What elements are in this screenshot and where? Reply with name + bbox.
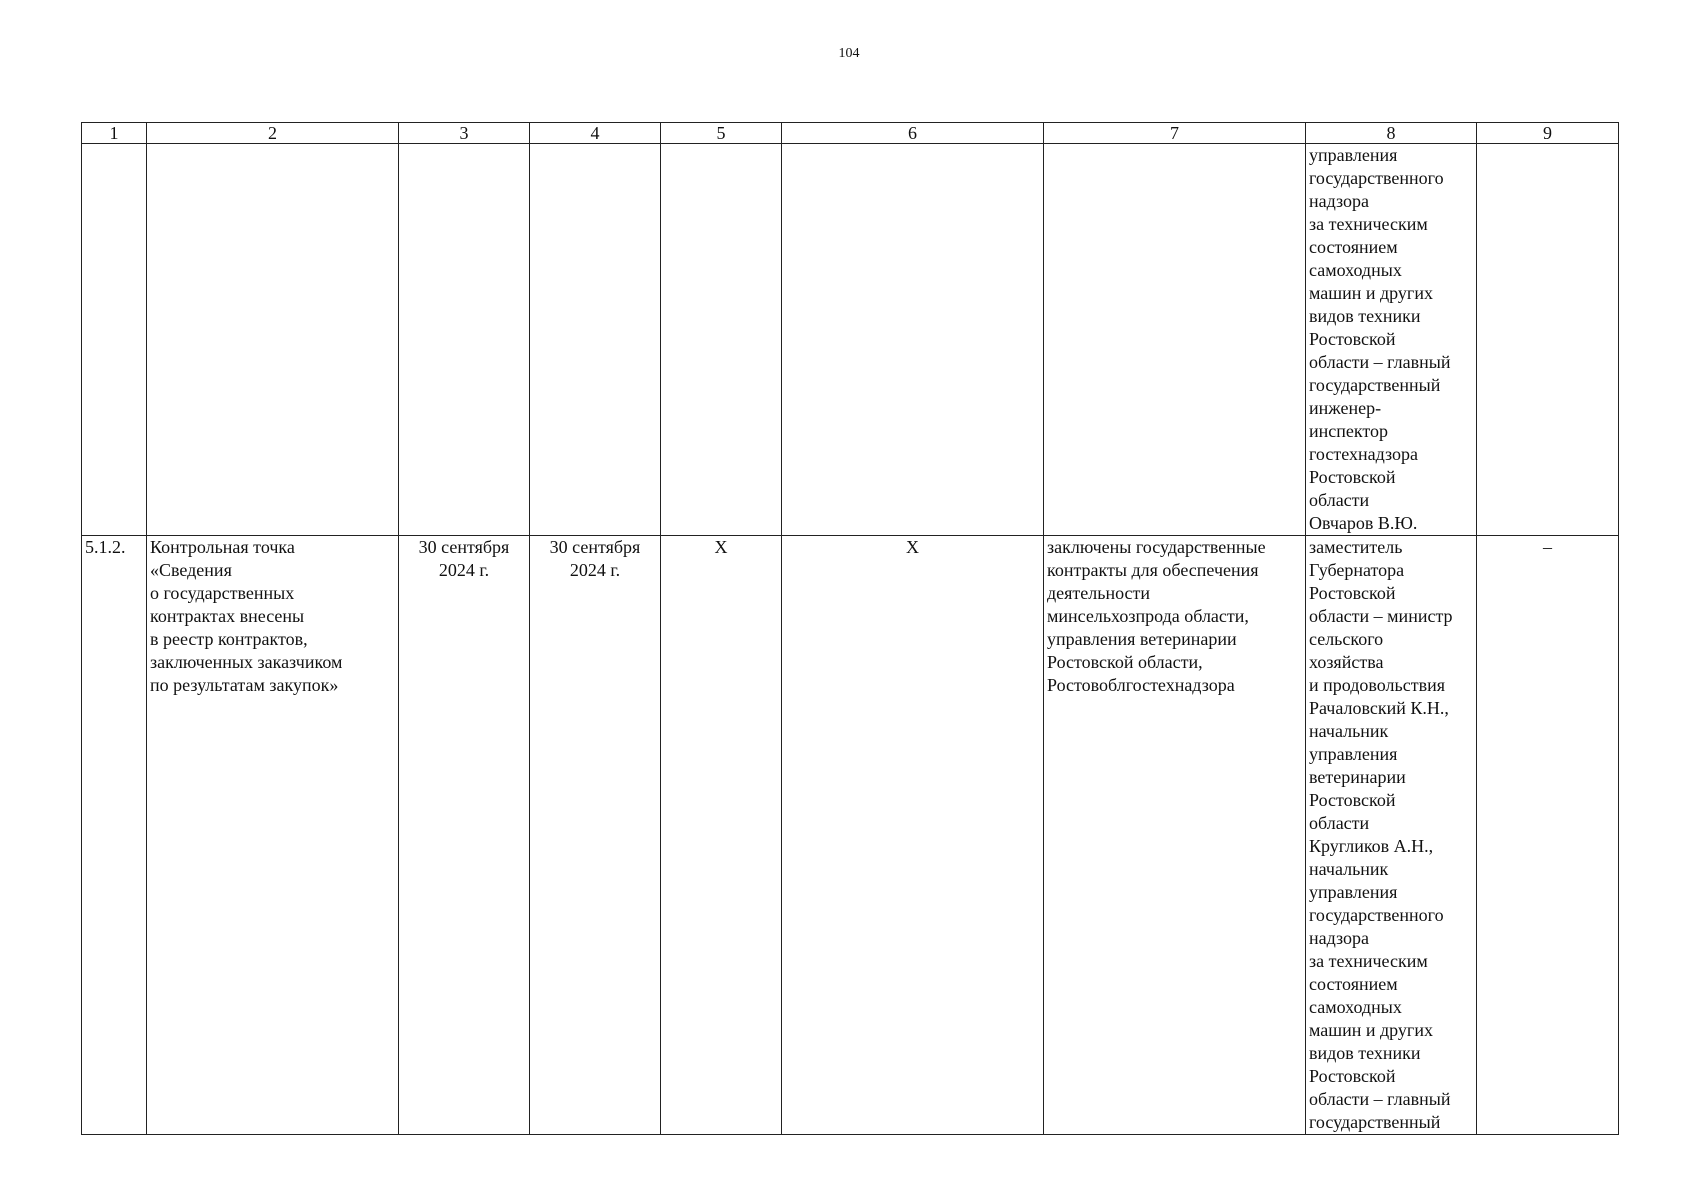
cell-line: области – главный [1309, 352, 1451, 372]
cell-line: области [1309, 490, 1370, 510]
cell-responsible [1306, 536, 1477, 1135]
table-row [82, 144, 1619, 536]
cell-line: контрактах внесены [150, 606, 305, 626]
cell-col9 [1477, 536, 1619, 1135]
column-header: 1 [82, 123, 147, 144]
cell-line: области – главный [1309, 1089, 1451, 1109]
cell-line: Ростовской [1309, 467, 1396, 487]
cell-line: машин и других [1309, 283, 1433, 303]
cell-number [82, 144, 147, 536]
cell-line: за техническим [1309, 214, 1428, 234]
cell-line: «Сведения [150, 560, 232, 580]
cell-line: X [906, 537, 919, 557]
cell-line: машин и других [1309, 1020, 1433, 1040]
cell-line: ветеринарии [1309, 767, 1406, 787]
page-number: 104 [838, 46, 860, 61]
cell-line: контракты для обеспечения [1047, 560, 1259, 580]
cell-line: заключенных заказчиком [150, 652, 343, 672]
column-number-row [82, 123, 1619, 144]
cell-line: за техническим [1309, 951, 1428, 971]
cell-result [1044, 536, 1306, 1135]
schedule-table [81, 122, 1619, 1135]
cell-line: Кругликов А.Н., [1309, 836, 1434, 856]
cell-line: – [1543, 537, 1552, 557]
cell-col5 [661, 536, 782, 1135]
cell-line: Ростовской [1309, 583, 1396, 603]
cell-col6 [782, 144, 1044, 536]
cell-line: гостехнадзора [1309, 444, 1418, 464]
column-header: 3 [399, 123, 530, 144]
cell-line: в реестр контрактов, [150, 629, 308, 649]
cell-line: области [1309, 813, 1370, 833]
cell-line: видов техники [1309, 1043, 1421, 1063]
cell-line: видов техники [1309, 306, 1421, 326]
cell-line: самоходных [1309, 997, 1402, 1017]
column-header: 8 [1306, 123, 1477, 144]
cell-line: о государственных [150, 583, 295, 603]
cell-line: Ростовской [1309, 1066, 1396, 1086]
cell-name [147, 536, 399, 1135]
cell-col6 [782, 536, 1044, 1135]
cell-result [1044, 144, 1306, 536]
cell-line: государственного [1309, 905, 1444, 925]
cell-start-date [399, 536, 530, 1135]
cell-line: государственный [1309, 375, 1441, 395]
cell-line: сельского [1309, 629, 1384, 649]
cell-line: государственный [1309, 1112, 1441, 1132]
cell-line: 30 сентября [549, 537, 641, 557]
cell-line: инспектор [1309, 421, 1389, 441]
cell-line: по результатам закупок» [150, 675, 339, 695]
cell-end-date [530, 536, 661, 1135]
cell-line: деятельности [1047, 583, 1151, 603]
cell-start-date [399, 144, 530, 536]
cell-line: минсельхозпрода области, [1047, 606, 1249, 626]
cell-line: надзора [1309, 928, 1369, 948]
cell-line: управления ветеринарии [1047, 629, 1237, 649]
cell-line: состоянием [1309, 237, 1398, 257]
cell-line: Ростовской [1309, 329, 1396, 349]
cell-line: Ростовской [1309, 790, 1396, 810]
cell-line: Губернатора [1309, 560, 1405, 580]
column-header: 5 [661, 123, 782, 144]
cell-line: состоянием [1309, 974, 1398, 994]
column-header: 7 [1044, 123, 1306, 144]
cell-line: Рачаловский К.Н., [1309, 698, 1449, 718]
cell-line: Ростовоблгостехнадзора [1047, 675, 1235, 695]
cell-number [82, 536, 147, 1135]
cell-line: управления [1309, 744, 1398, 764]
cell-line: 5.1.2. [85, 537, 126, 557]
cell-line: начальник [1309, 859, 1389, 879]
table-row [82, 536, 1619, 1135]
column-header: 9 [1477, 123, 1619, 144]
cell-line: 2024 г. [569, 560, 621, 580]
cell-end-date [530, 144, 661, 536]
cell-line: X [714, 537, 728, 557]
column-header: 4 [530, 123, 661, 144]
cell-line: самоходных [1309, 260, 1402, 280]
cell-line: инженер- [1309, 398, 1382, 418]
cell-line: управления [1309, 882, 1398, 902]
cell-line: и продовольствия [1309, 675, 1446, 695]
cell-responsible [1306, 144, 1477, 536]
cell-line: заключены государственные [1047, 537, 1266, 557]
column-header: 6 [782, 123, 1044, 144]
cell-line: начальник [1309, 721, 1389, 741]
cell-line: области – министр [1309, 606, 1453, 626]
cell-line: управления [1309, 145, 1398, 165]
cell-line: 2024 г. [438, 560, 490, 580]
cell-line: 30 сентября [418, 537, 510, 557]
cell-line: надзора [1309, 191, 1369, 211]
cell-line: Ростовской области, [1047, 652, 1203, 672]
cell-line: хозяйства [1309, 652, 1384, 672]
cell-line: заместитель [1309, 537, 1403, 557]
cell-line: Контрольная точка [150, 537, 295, 557]
cell-line: государственного [1309, 168, 1444, 188]
cell-col9 [1477, 144, 1619, 536]
cell-name [147, 144, 399, 536]
cell-line: Овчаров В.Ю. [1309, 513, 1418, 533]
column-header: 2 [147, 123, 399, 144]
cell-col5 [661, 144, 782, 536]
